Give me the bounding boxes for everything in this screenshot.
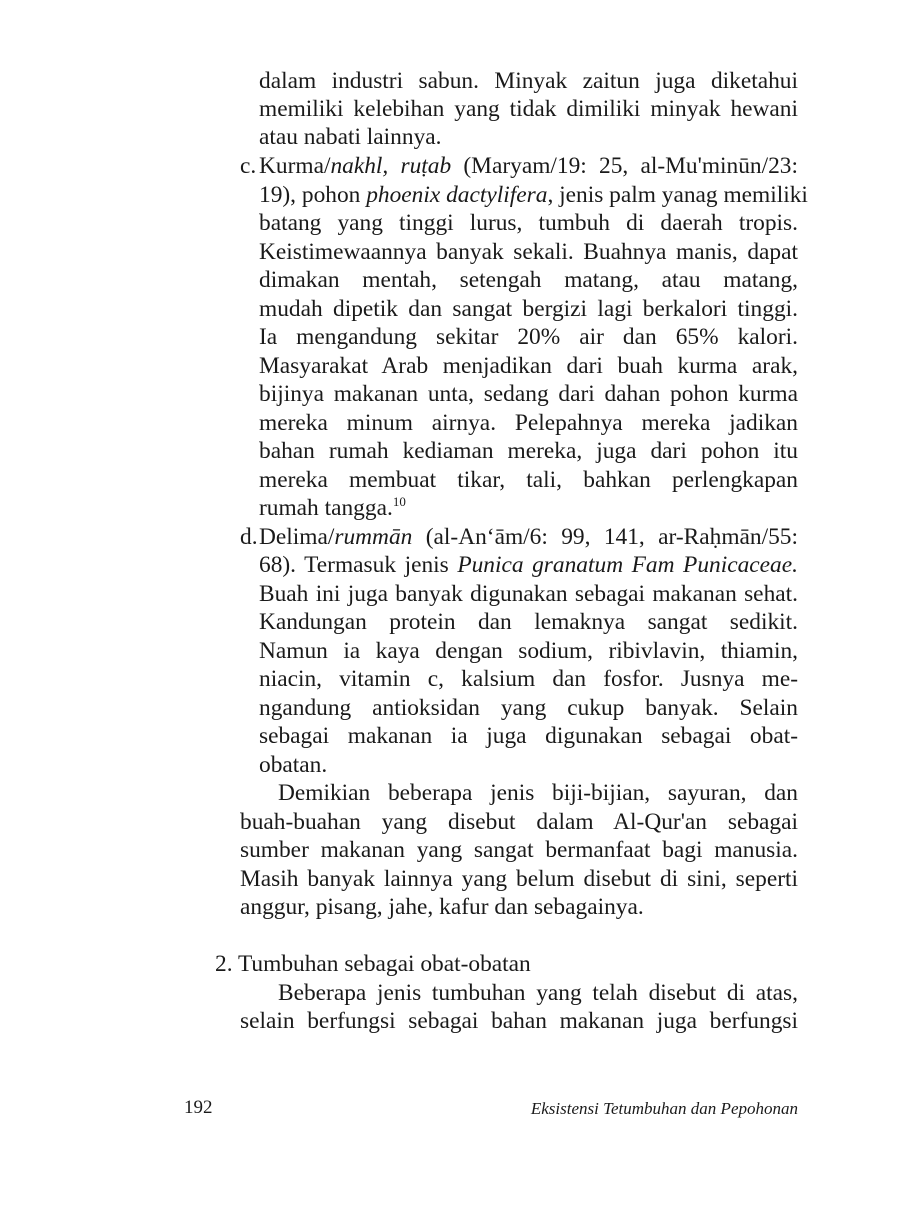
text-line: mudah dipetik dan sangat bergizi lagi berkalori tinggi. bbox=[259, 296, 798, 322]
text-line: bahan rumah kediaman mereka, juga dari pohon itu bbox=[259, 438, 798, 464]
text-line: dimakan mentah, setengah matang, atau matang, bbox=[259, 267, 798, 293]
latin-name: phoenix dactylifera bbox=[366, 182, 548, 208]
text-line: Masyarakat Arab menjadikan dari buah kurma arak, bbox=[259, 353, 798, 379]
item-d-first-line: Delima/rummān (al-An‘ām/6: 99, 141, ar-Raḥmān/55: bbox=[259, 524, 798, 550]
text-line: selain berfungsi sebagai bahan makanan juga berfungsi bbox=[240, 1008, 798, 1034]
text-line: Kandungan protein dan lemaknya sangat sedikit. bbox=[259, 609, 798, 635]
text-line: rumah tangga.$^{10}$ bbox=[259, 494, 406, 521]
list-marker-c: c. bbox=[240, 153, 257, 179]
text-line: Masih banyak lainnya yang belum disebut di sini, seperti bbox=[240, 866, 798, 892]
text-line: mereka minum airnya. Pelepahnya mereka jadikan bbox=[259, 410, 798, 436]
arabic-term: nakhl, ruṭab bbox=[330, 153, 452, 179]
item-c-second-line: 19), pohon phoenix dactylifera, jenis palm yanag memiliki bbox=[259, 182, 808, 208]
item-c-first-line: Kurma/nakhl, ruṭab (Maryam/19: 25, al-Mu'minūn/23: bbox=[259, 153, 798, 179]
latin-name: Punica granatum Fam Punicaceae. bbox=[457, 552, 798, 578]
text-line: atau nabati lainnya. bbox=[259, 124, 442, 150]
item-d-second-line: 68). Termasuk jenis Punica granatum Fam Punicaceae. bbox=[259, 552, 798, 578]
text-line: memiliki kelebihan yang tidak dimiliki minyak hewani bbox=[259, 96, 798, 122]
text-line: Beberapa jenis tumbuhan yang telah disebut di atas, bbox=[278, 980, 798, 1006]
text-line: niacin, vitamin c, kalsium dan fosfor. Jusnya me- bbox=[259, 666, 798, 692]
text-line: anggur, pisang, jahe, kafur dan sebagainya. bbox=[240, 894, 644, 920]
arabic-term: rummān bbox=[334, 524, 413, 550]
text-line: dalam industri sabun. Minyak zaitun juga diketahui bbox=[259, 68, 798, 94]
page-number: 192 bbox=[184, 1097, 213, 1118]
text-line: Ia mengandung sekitar 20% air dan 65% kalori. bbox=[259, 324, 798, 350]
text-line: ngandung antioksidan yang cukup banyak. Selain bbox=[259, 695, 798, 721]
footnote-marker[interactable]: 10 bbox=[392, 494, 406, 509]
text-line: batang yang tinggi lurus, tumbuh di daerah tropis. bbox=[259, 210, 798, 236]
text-line: sebagai makanan ia juga digunakan sebagai obat- bbox=[259, 723, 798, 749]
text-line: buah-buahan yang disebut dalam Al-Qur'an sebagai bbox=[240, 809, 798, 835]
text-line: Namun ia kaya dengan sodium, ribivlavin, thiamin, bbox=[259, 638, 798, 664]
text-line: Buah ini juga banyak digunakan sebagai makanan sehat. bbox=[259, 581, 798, 607]
section-heading: 2. Tumbuhan sebagai obat-obatan bbox=[215, 951, 531, 977]
running-footer-title: Eksistensi Tetumbuhan dan Pepohonan bbox=[530, 1099, 798, 1118]
list-marker-d: d. bbox=[240, 524, 258, 550]
text-line: sumber makanan yang sangat bermanfaat bagi manusia. bbox=[240, 837, 798, 863]
text-line: mereka membuat tikar, tali, bahkan perlengkapan bbox=[259, 467, 798, 493]
text-line: Keistimewaannya banyak sekali. Buahnya manis, dapat bbox=[259, 239, 798, 265]
text-line: bijinya makanan unta, sedang dari dahan pohon kurma bbox=[259, 381, 798, 407]
text-line: Demikian beberapa jenis biji-bijian, sayuran, dan bbox=[278, 780, 798, 806]
text-line: obatan. bbox=[259, 752, 328, 778]
